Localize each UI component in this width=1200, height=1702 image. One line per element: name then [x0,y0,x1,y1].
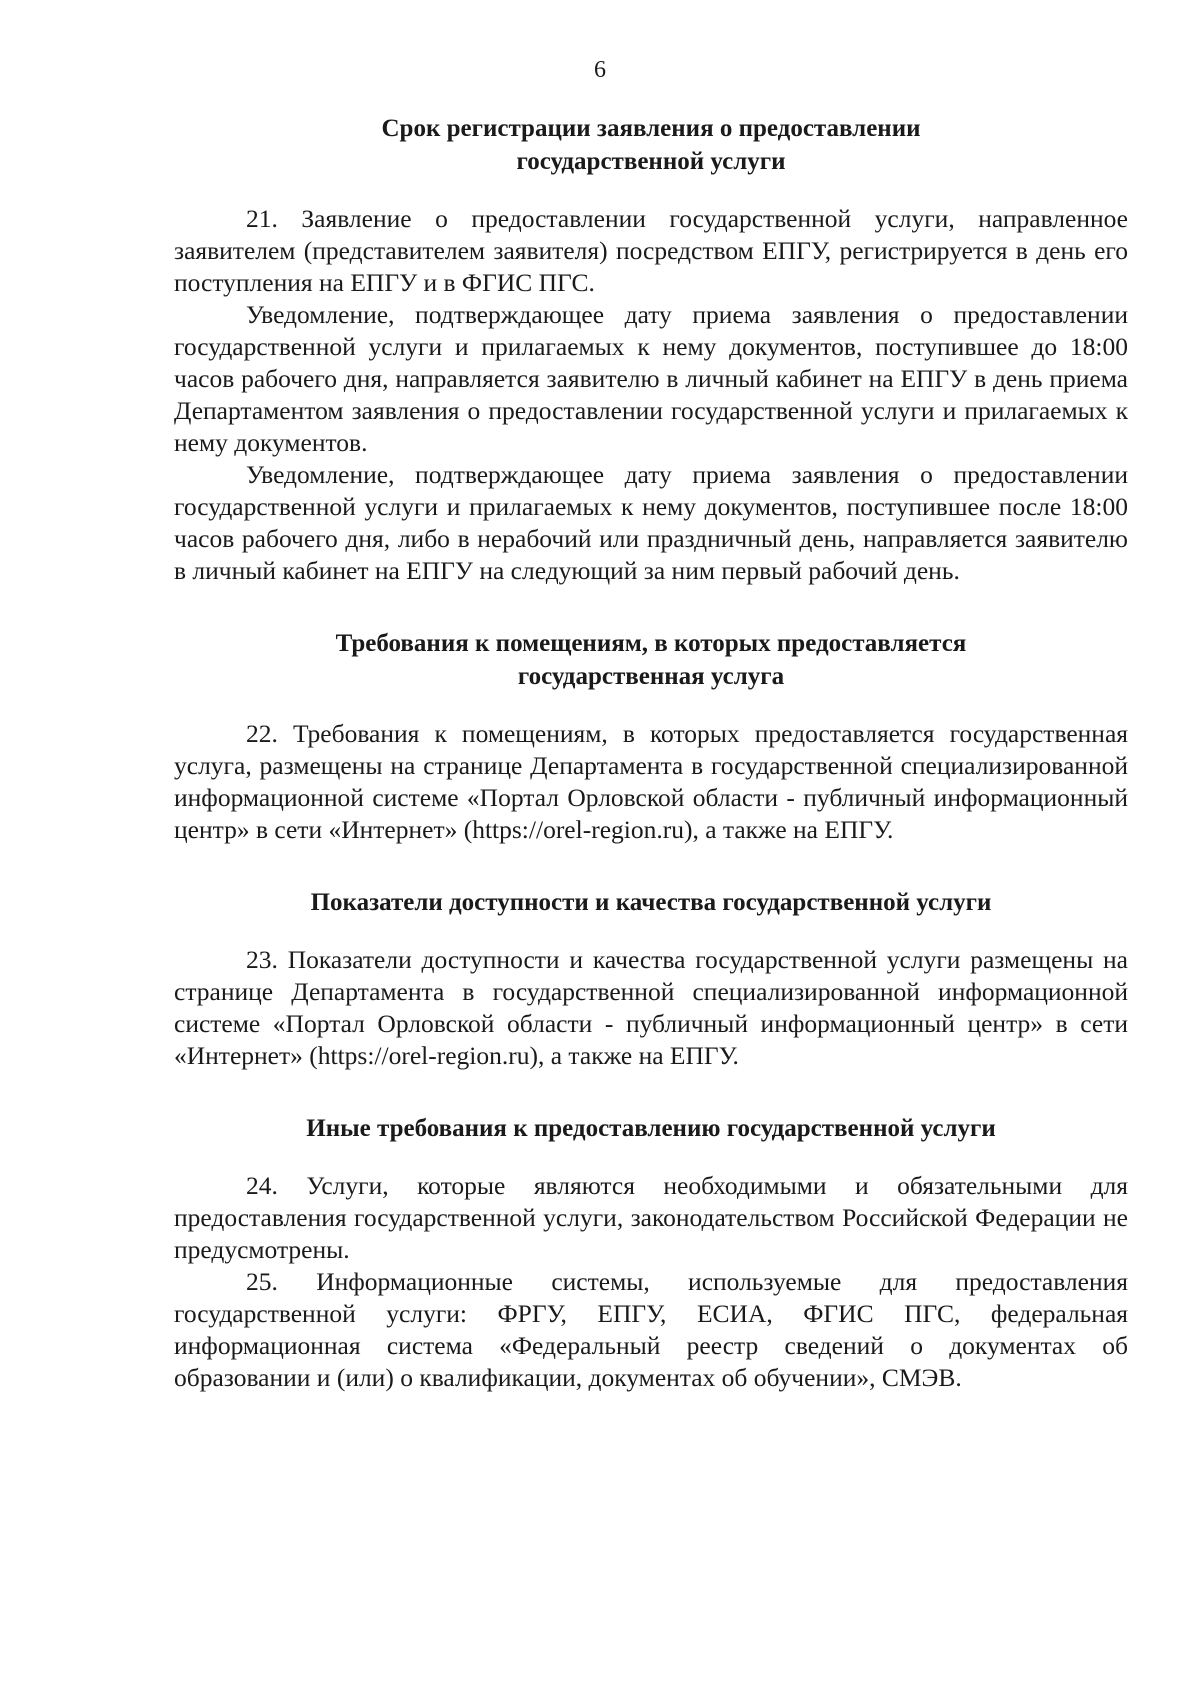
section-registration-term [174,112,1128,587]
heading-line: Иные требования к предоставлению государственной услуги [306,1115,996,1142]
heading-line: Показатели доступности и качества государственной услуги [310,889,992,916]
section-heading [174,1112,1128,1145]
document-body [174,112,1128,1394]
paragraph: 25. Информационные системы, используемые для предоставления государственной услуги: ФРГУ, ЕПГУ, ЕСИА, ФГИС ПГС, федеральная информационная система «Федеральный реестр сведений о документах об образовании и (или) о квалификации, документах об обучении», СМЭВ. [174,1267,1128,1392]
paragraph: Уведомление, подтверждающее дату приема заявления о предоставлении государственной услуги и прилагаемых к нему документов, поступившее до 18:00 часов рабочего дня, направляется заявителю в личный кабинет на ЕПГУ в день приема Департаментом заявления о предоставлении государственной услуги и прилагаемых к нему документов. [174,300,1128,457]
paragraph: 22. Требования к помещениям, в которых предоставляется государственная услуга, размещены на странице Департамента в государственной специализированной информационной системе «Портал Орловской области - публичный информационный центр» в сети «Интернет» (https://orel-region.ru), а также на ЕПГУ. [174,719,1128,844]
heading-line: Требования к помещениям, в которых предоставляется [335,630,967,657]
section-heading [174,112,1128,178]
section-heading [174,627,1128,693]
heading-line: государственная услуга [517,663,785,690]
section-accessibility-indicators [174,886,1128,1072]
paragraph: 24. Услуги, которые являются необходимыми и обязательными для предоставления государственной услуги, законодательством Российской Федерации не предусмотрены. [174,1171,1128,1264]
page-number: 6 [594,57,606,83]
paragraph: 23. Показатели доступности и качества государственной услуги размещены на странице Департамента в государственной специализированной информационной системе «Портал Орловской области - публичный информационный центр» в сети «Интернет» (https://orel-region.ru), а также на ЕПГУ. [174,945,1128,1070]
section-other-requirements [174,1112,1128,1394]
section-heading [174,886,1128,919]
section-premises-requirements [174,627,1128,846]
heading-line: Срок регистрации заявления о предоставлении [381,115,921,142]
heading-line: государственной услуги [516,148,786,175]
paragraph: 21. Заявление о предоставлении государственной услуги, направленное заявителем (представителем заявителя) посредством ЕПГУ, регистрируется в день его поступления на ЕПГУ и в ФГИС ПГС. [174,204,1128,297]
paragraph: Уведомление, подтверждающее дату приема заявления о предоставлении государственной услуги и прилагаемых к нему документов, поступившее после 18:00 часов рабочего дня, либо в нерабочий или праздничный день, направляется заявителю в личный кабинет на ЕПГУ на следующий за ним первый рабочий день. [174,460,1128,585]
